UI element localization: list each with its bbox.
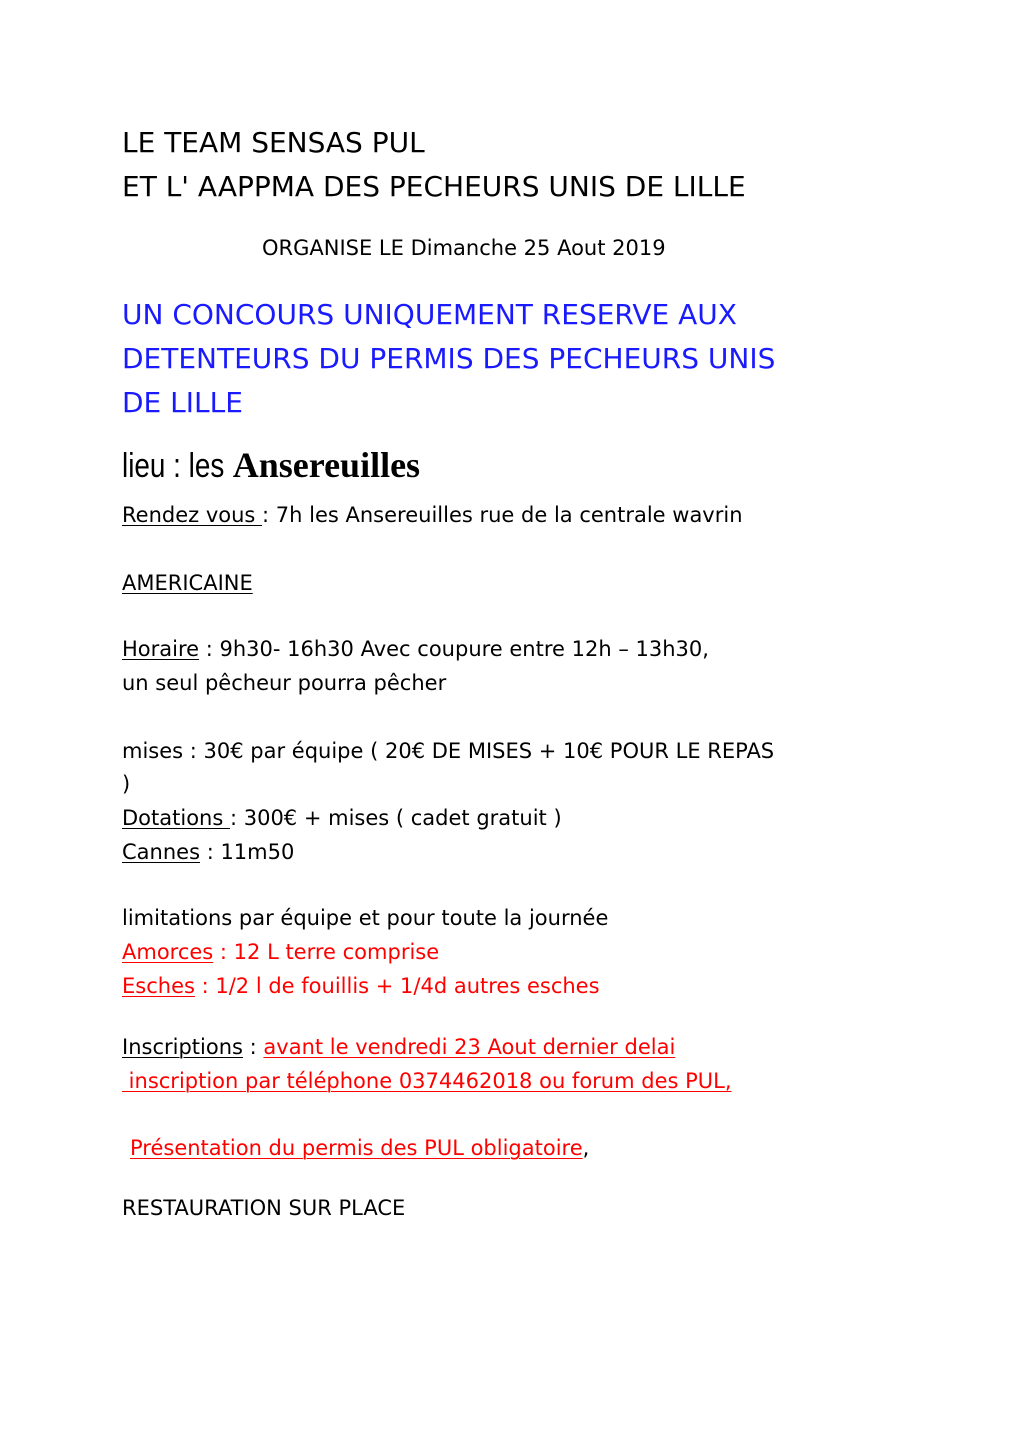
horaire-label: Horaire	[122, 637, 200, 661]
rendezvous-text: 7h les Ansereuilles rue de la centrale wavrin	[269, 503, 743, 527]
horaire-line-2: un seul pêcheur pourra pêcher	[122, 671, 447, 695]
header-line-1: LE TEAM SENSAS PUL	[122, 126, 425, 159]
inscriptions-line-2: inscription par téléphone 0374462018 ou forum des PUL,	[122, 1069, 732, 1093]
concours-line-3: DE LILLE	[122, 386, 243, 419]
rendezvous-label: Rendez vous	[122, 503, 263, 527]
cannes-label: Cannes	[122, 840, 201, 864]
lieu-label: lieu : les	[122, 447, 225, 485]
presentation-text: Présentation du permis des PUL obligatoire	[130, 1136, 583, 1160]
cannes-line	[122, 840, 294, 864]
amorces-label: Amorces	[122, 940, 214, 964]
inscriptions-sep: :	[242, 1035, 264, 1059]
dotations-label: Dotations	[122, 806, 230, 830]
lieu-line	[122, 444, 420, 486]
rendezvous-line	[122, 503, 743, 527]
horaire-line	[122, 637, 709, 661]
limitations-line: limitations par équipe et pour toute la journée	[122, 906, 609, 930]
rendezvous-sep: :	[262, 503, 270, 527]
inscriptions-text: avant le vendredi 23 Aout dernier delai	[263, 1035, 676, 1059]
horaire-text: : 9h30- 16h30 Avec coupure entre 12h – 13h30,	[199, 637, 709, 661]
organise-date: ORGANISE LE Dimanche 25 Aout 2019	[262, 236, 666, 260]
mises-line-1: mises : 30€ par équipe ( 20€ DE MISES + 10€ POUR LE REPAS	[122, 739, 775, 763]
inscriptions-label: Inscriptions	[122, 1035, 243, 1059]
lieu-place: Ansereuilles	[232, 445, 421, 485]
mises-line-2: )	[122, 772, 131, 796]
amorces-line	[122, 940, 439, 964]
concours-line-2: DETENTEURS DU PERMIS DES PECHEURS UNIS	[122, 342, 776, 375]
presentation-suffix: ,	[582, 1136, 590, 1160]
dotations-line	[122, 806, 562, 830]
format-label: AMERICAINE	[122, 571, 253, 595]
esches-label: Esches	[122, 974, 195, 998]
dotations-text: : 300€ + mises ( cadet gratuit )	[229, 806, 562, 830]
esches-line	[122, 974, 600, 998]
esches-text: : 1/2 l de fouillis + 1/4d autres esches	[194, 974, 600, 998]
concours-line-1: UN CONCOURS UNIQUEMENT RESERVE AUX	[122, 298, 737, 331]
amorces-text: : 12 L terre comprise	[213, 940, 440, 964]
restauration-line: RESTAURATION SUR PLACE	[122, 1196, 406, 1220]
header-line-2: ET L' AAPPMA DES PECHEURS UNIS DE LILLE	[122, 170, 746, 203]
inscriptions-line	[122, 1035, 675, 1059]
cannes-text: : 11m50	[200, 840, 295, 864]
presentation-line	[130, 1136, 589, 1160]
